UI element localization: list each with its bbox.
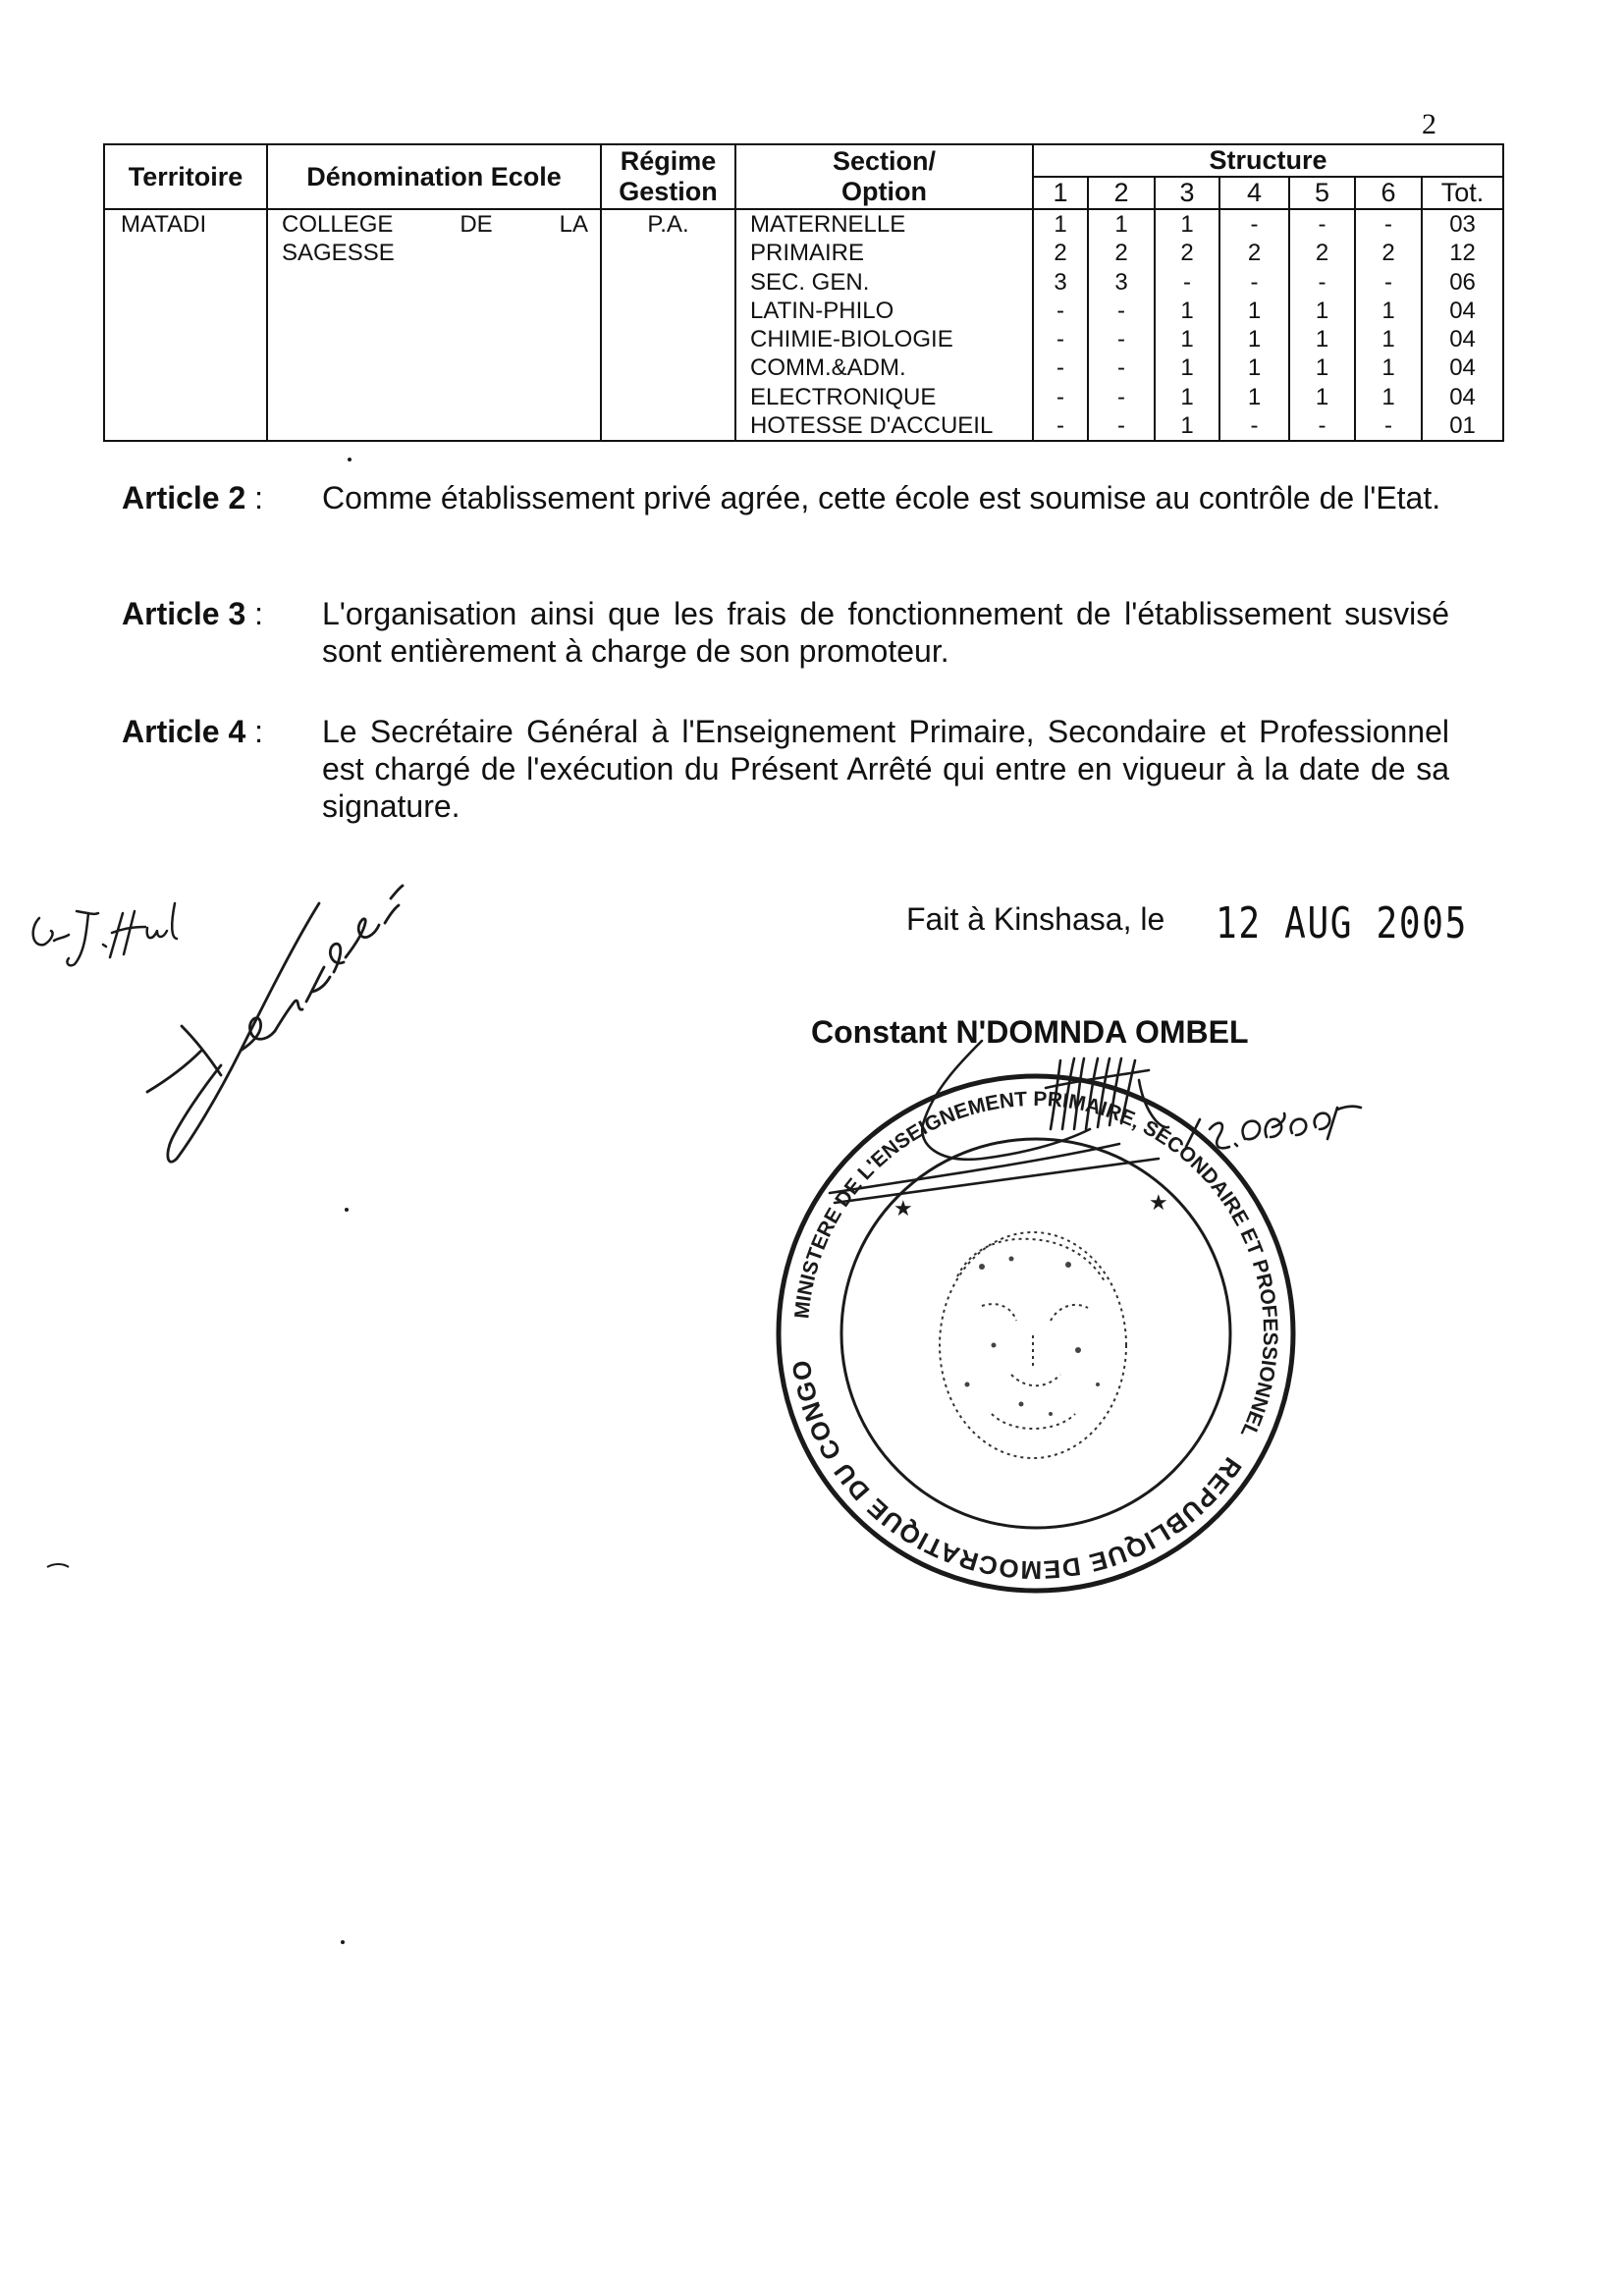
structure-value: 01	[1449, 412, 1476, 440]
structure-value: -	[1117, 354, 1125, 382]
structure-value: 04	[1449, 297, 1476, 324]
article-2-label: Article 2 :	[122, 480, 264, 515]
header-col-1: 1	[1033, 177, 1088, 209]
structure-value: 12	[1449, 240, 1476, 267]
structure-value: -	[1250, 412, 1259, 440]
structure-value: 1	[1315, 354, 1329, 382]
structure-value: -	[1384, 268, 1392, 296]
signature-left	[147, 886, 403, 1162]
structure-value: 04	[1449, 354, 1476, 382]
structure-value: 1	[1114, 211, 1128, 238]
structure-value: 1	[1381, 383, 1395, 410]
official-seal	[779, 1076, 1293, 1591]
ecole-word-3: LA	[559, 211, 588, 238]
seal-leopard-emblem-icon	[940, 1232, 1126, 1458]
place-date-line: Fait à Kinshasa, le	[906, 901, 1165, 937]
structure-value: 2	[1114, 240, 1128, 267]
ecole-line-2: SAGESSE	[282, 240, 395, 266]
structure-value: 06	[1449, 268, 1476, 296]
option-label: ELECTRONIQUE	[750, 383, 937, 410]
header-regime-line1: Régime	[620, 146, 717, 176]
header-col-5: 5	[1289, 177, 1355, 209]
header-section-line1: Section/	[832, 146, 937, 176]
seal-outer-text: REPUBLIQUE DEMOCRATIQUE DU CONGO	[785, 1357, 1248, 1586]
article-3-text: L'organisation ainsi que les frais de fonctionnement de l'établissement susvisé sont entièrement à charge de son promoteur.	[322, 596, 1449, 669]
structure-value: 1	[1180, 412, 1194, 440]
structure-value: 2	[1180, 240, 1194, 267]
structure-value: 1	[1315, 297, 1329, 324]
structure-value: 1	[1315, 383, 1329, 410]
article-4-label: Article 4 :	[122, 714, 264, 749]
structure-value: -	[1318, 412, 1326, 440]
svg-text:REPUBLIQUE DEMOCRATIQUE DU CON	[785, 1357, 1247, 1585]
handwritten-initials	[33, 903, 177, 965]
structure-value: 1	[1247, 383, 1262, 410]
structure-value: -	[1056, 383, 1064, 410]
option-label: PRIMAIRE	[750, 240, 865, 267]
seal-star-left-icon: ★	[893, 1197, 913, 1221]
structure-value: 1	[1180, 354, 1194, 382]
option-label: HOTESSE D'ACCUEIL	[750, 412, 994, 440]
page-number: 2	[1422, 108, 1436, 140]
structure-value: -	[1117, 297, 1125, 324]
cell-territoire: MATADI	[104, 209, 267, 441]
structure-value: 2	[1247, 240, 1262, 267]
structure-value: -	[1384, 211, 1392, 238]
option-label: MATERNELLE	[750, 211, 906, 238]
structure-value: 2	[1315, 240, 1329, 267]
article-4-text: Le Secrétaire Général à l'Enseignement Primaire, Secondaire et Professionnel est chargé de l'exécution du Présent Arrêté qui entre en vigueur à la date de sa signature.	[322, 714, 1449, 824]
structure-value: 04	[1449, 383, 1476, 410]
structure-value: 1	[1247, 354, 1262, 382]
header-col-2: 2	[1088, 177, 1155, 209]
header-col-tot: Tot.	[1422, 177, 1503, 209]
structure-value: 2	[1054, 240, 1067, 267]
structure-value: -	[1117, 326, 1125, 353]
structure-value: 1	[1381, 297, 1395, 324]
structure-value: 1	[1180, 211, 1194, 238]
structure-value: 1	[1247, 326, 1262, 353]
header-denomination: Dénomination Ecole	[267, 144, 601, 209]
ecole-word-2: DE	[460, 211, 493, 238]
option-label: CHIMIE-BIOLOGIE	[750, 326, 953, 353]
structure-value: -	[1250, 211, 1259, 238]
option-label: COMM.&ADM.	[750, 354, 906, 382]
handwritten-date	[1186, 1107, 1361, 1149]
structure-value: 1	[1381, 326, 1395, 353]
structure-value: 1	[1180, 297, 1194, 324]
option-label: LATIN-PHILO	[750, 297, 894, 324]
structure-value: 1	[1315, 326, 1329, 353]
seal-star-right-icon: ★	[1149, 1191, 1168, 1216]
header-col-3: 3	[1155, 177, 1219, 209]
structure-value: -	[1056, 354, 1064, 382]
structure-value: -	[1056, 412, 1064, 440]
header-col-4: 4	[1219, 177, 1289, 209]
structure-value: 03	[1449, 211, 1476, 238]
cell-regime: P.A.	[601, 209, 735, 441]
structure-value: -	[1117, 412, 1125, 440]
structure-value: -	[1056, 326, 1064, 353]
structure-value: 3	[1114, 268, 1128, 296]
structure-value: -	[1384, 412, 1392, 440]
header-regime-line2: Gestion	[619, 177, 718, 206]
signer-name: Constant N'DOMNDA OMBEL	[811, 1014, 1249, 1050]
seal-inner-text: MINISTERE DE L'ENSEIGNEMENT PRIMAIRE, SECONDAIRE ET PROFESSIONNEL	[790, 1087, 1282, 1441]
ecole-word-1: COLLEGE	[282, 211, 394, 238]
structure-value: 1	[1180, 383, 1194, 410]
structure-value: 1	[1054, 211, 1067, 238]
stray-marks	[47, 458, 352, 1944]
option-label: SEC. GEN.	[750, 268, 870, 296]
structure-value: -	[1250, 268, 1259, 296]
article-3-label: Article 3 :	[122, 596, 264, 631]
header-structure: Structure	[1033, 144, 1503, 177]
structure-value: 04	[1449, 326, 1476, 353]
structure-value: -	[1318, 268, 1326, 296]
structure-value: -	[1183, 268, 1191, 296]
structure-value: 2	[1381, 240, 1395, 267]
article-2-text: Comme établissement privé agrée, cette école est soumise au contrôle de l'Etat.	[322, 480, 1441, 515]
structure-value: 1	[1180, 326, 1194, 353]
structure-value: 1	[1381, 354, 1395, 382]
structure-value: -	[1117, 383, 1125, 410]
structure-value: 1	[1247, 297, 1262, 324]
header-territoire: Territoire	[104, 144, 267, 209]
structure-value: 3	[1054, 268, 1067, 296]
header-col-6: 6	[1355, 177, 1422, 209]
date-stamp: 12 AUG 2005	[1216, 898, 1468, 949]
structure-value: -	[1318, 211, 1326, 238]
header-section-line2: Option	[841, 177, 927, 206]
structure-value: -	[1056, 297, 1064, 324]
